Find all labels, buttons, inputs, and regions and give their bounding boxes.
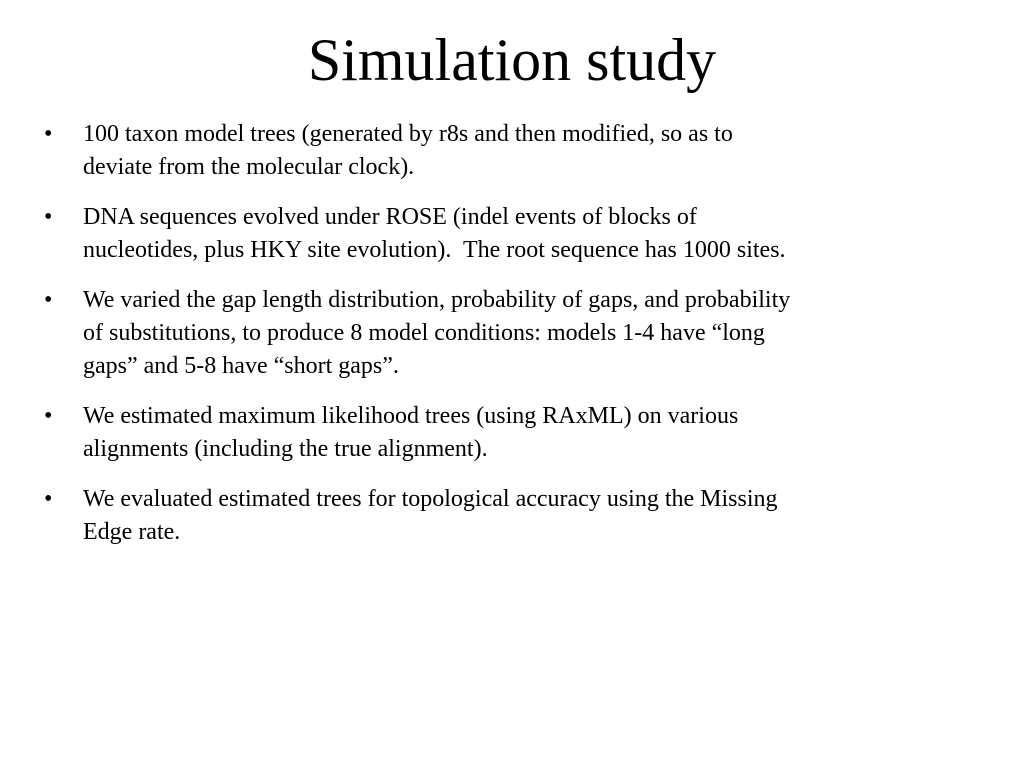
- bullet-line: We estimated maximum likelihood trees (using RAxML) on various: [83, 403, 739, 429]
- bullet-item: [44, 284, 944, 383]
- bullet-point-icon: •: [44, 486, 53, 512]
- bullet-line: DNA sequences evolved under ROSE (indel events of blocks of: [83, 204, 697, 230]
- bullet-item: [44, 118, 944, 184]
- bullet-line: gaps” and 5-8 have “short gaps”.: [83, 353, 399, 379]
- bullet-line: nucleotides, plus HKY site evolution). The root sequence has 1000 sites.: [83, 237, 786, 263]
- bullet-line: of substitutions, to produce 8 model conditions: models 1-4 have “long: [83, 320, 765, 346]
- bullet-line: deviate from the molecular clock).: [83, 154, 415, 180]
- bullet-line: We varied the gap length distribution, probability of gaps, and probability: [83, 287, 791, 313]
- bullet-point-icon: •: [44, 121, 53, 147]
- bullet-point-icon: •: [44, 204, 53, 230]
- bullet-line: We evaluated estimated trees for topological accuracy using the Missing: [83, 486, 778, 512]
- bullet-item: [44, 201, 944, 267]
- bullet-line: alignments (including the true alignment).: [83, 436, 488, 462]
- bullet-item: [44, 400, 944, 466]
- bullet-list: [44, 118, 944, 566]
- bullet-point-icon: •: [44, 403, 53, 429]
- slide-title: Simulation study: [307, 27, 717, 93]
- bullet-item: [44, 483, 944, 549]
- bullet-line: 100 taxon model trees (generated by r8s and then modified, so as to: [83, 121, 733, 147]
- bullet-line: Edge rate.: [83, 519, 181, 545]
- bullet-point-icon: •: [44, 287, 53, 313]
